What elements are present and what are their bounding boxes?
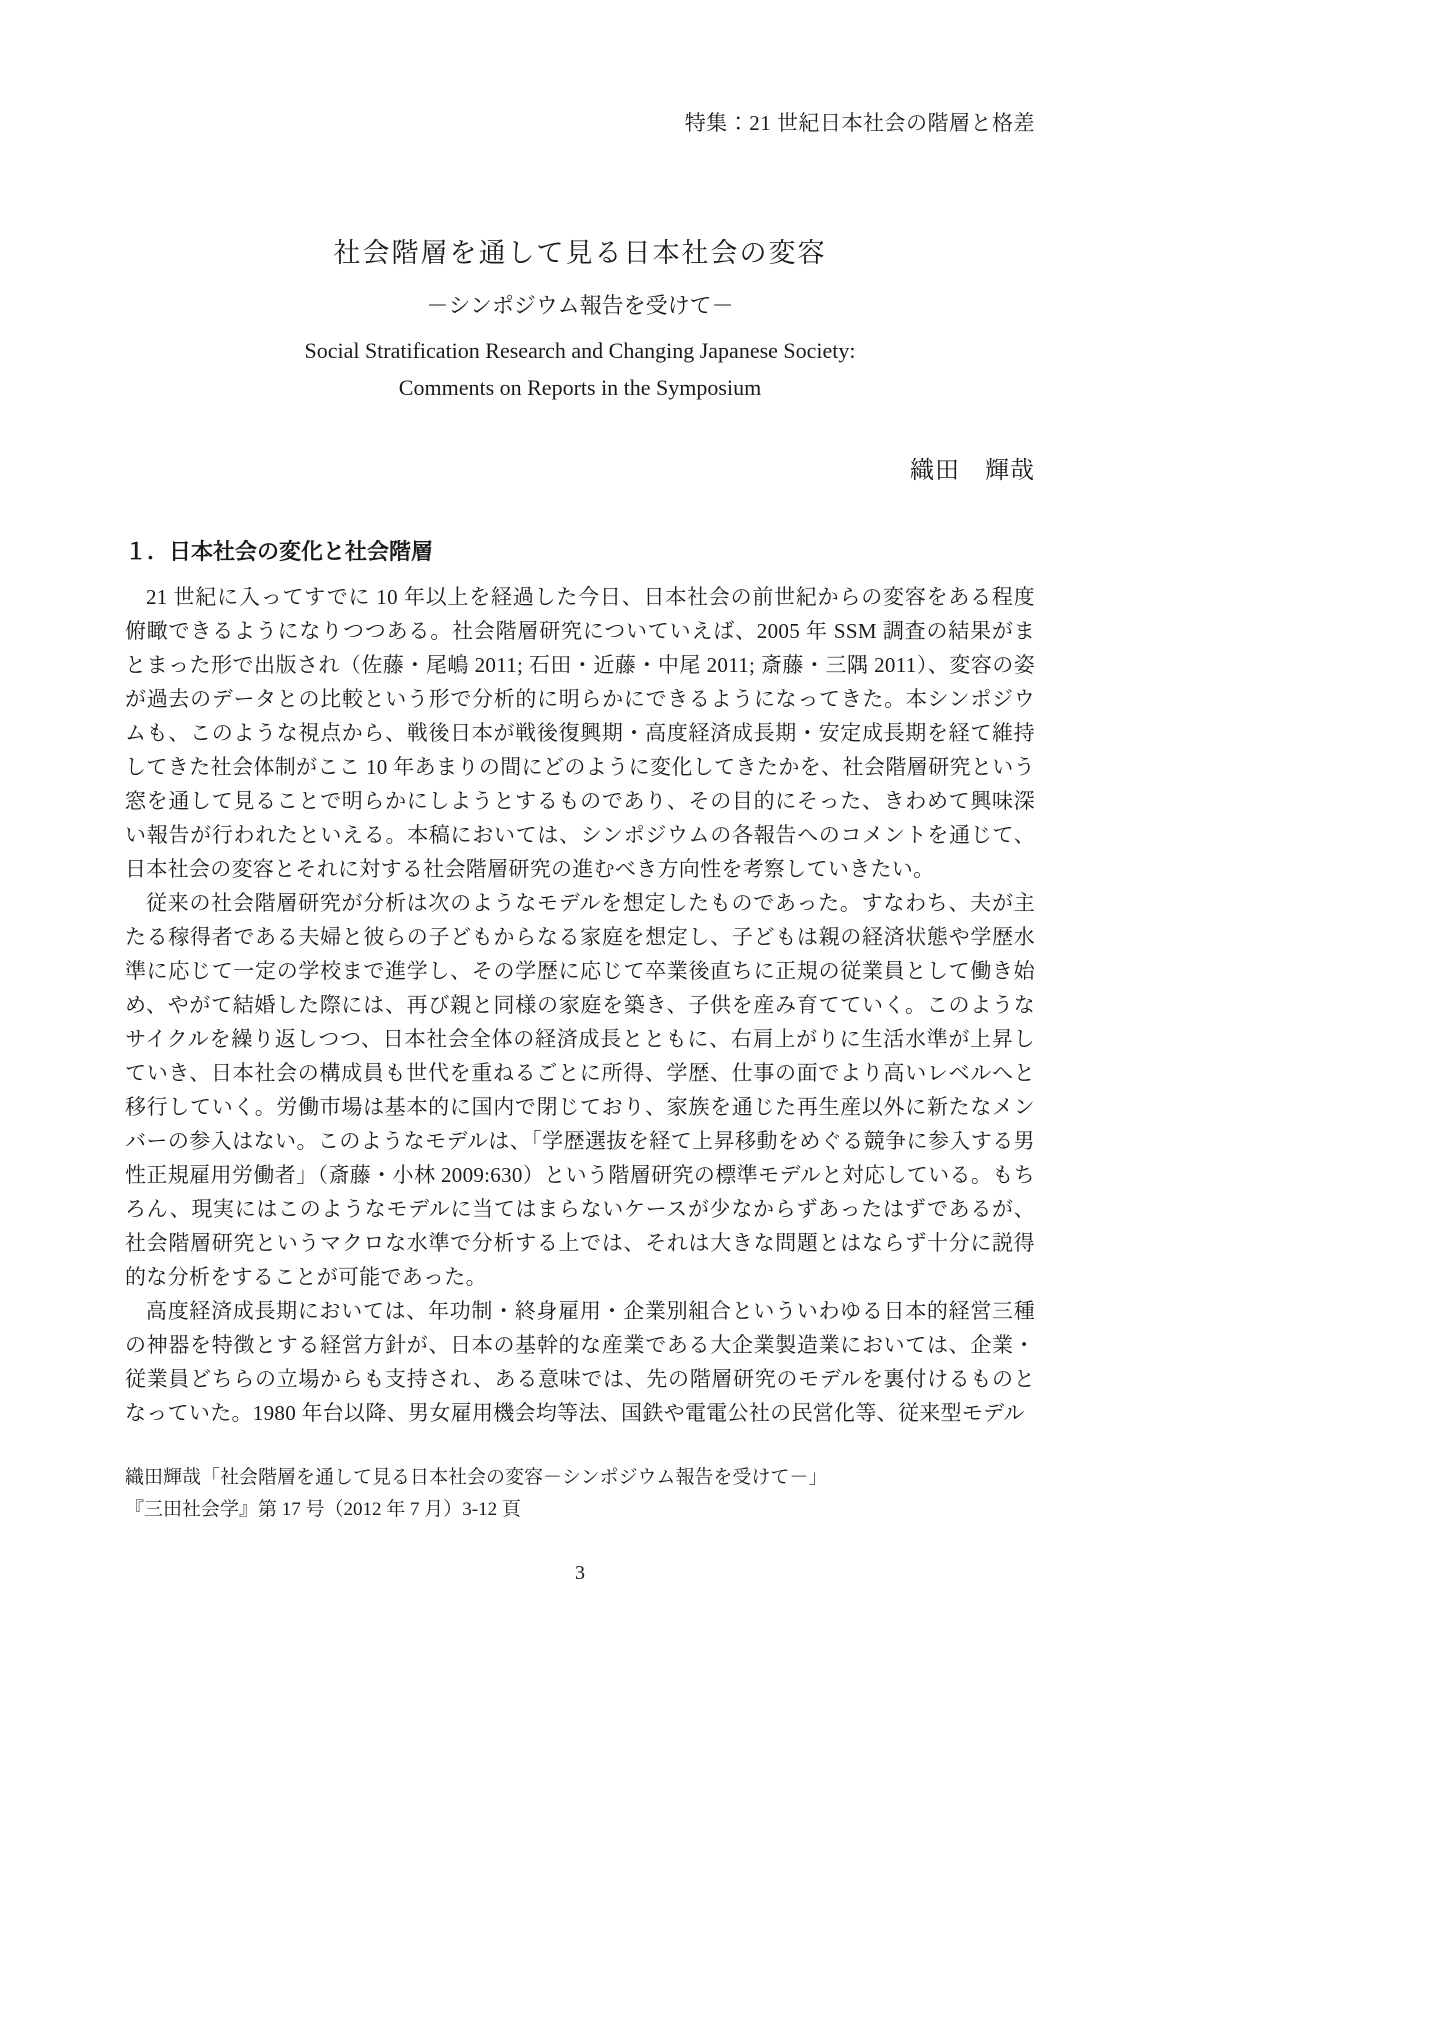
section-heading: １．日本社会の変化と社会階層: [125, 539, 434, 564]
page-number: 3: [575, 1562, 585, 1584]
footnote-citation-line2: 『三田社会学』第 17 号（2012 年 7 月）3-12 頁: [125, 1499, 521, 1520]
author-name: 織田 輝哉: [910, 458, 1035, 484]
page-content: [125, 0, 1035, 1585]
body-paragraph: 従来の社会階層研究が分析は次のようなモデルを想定したものであった。すなわち、夫が主たる稼得者である夫婦と彼らの子どもからなる家庭を想定し、子どもは親の経済状態や学歴水準に応じて一定の学校まで進学し、その学歴に応じて卒業後直ちに正規の従業員として働き始め、やがて結婚した際には、再び親と同様の家庭を築き、子供を産み育てていく。このようなサイクルを繰り返しつつ、日本社会全体の経済成長とともに、右肩上がりに生活水準が上昇していき、日本社会の構成員も世代を重ねるごとに所得、学歴、仕事の面でより高いレベルへと移行していく。労働市場は基本的に国内で閉じており、家族を通じた再生産以外に新たなメンバーの参入はない。このようなモデルは、「学歴選抜を経て上昇移動をめぐる競争に参入する男性正規雇用労働者」（斎藤・小林 2009:630）という階層研究の標準モデルと対応している。もちろん、現実にはこのようなモデルに当てはまらないケースが少なからずあったはずであるが、社会階層研究というマクロな水準で分析する上では、それは大きな問題とはならず十分に説得的な分析をすることが可能であった。: [125, 891, 1035, 1289]
paper-subtitle-japanese: －シンポジウム報告を受けて－: [426, 293, 734, 318]
footnote-citation-line1: 織田輝哉「社会階層を通して見る日本社会の変容－シンポジウム報告を受けて－」: [125, 1467, 828, 1488]
paper-title-english-line1: Social Stratification Research and Changing Japanese Society:: [304, 338, 856, 363]
paper-title-japanese: 社会階層を通して見る日本社会の変容: [333, 238, 827, 268]
body-paragraph: 高度経済成長期においては、年功制・終身雇用・企業別組合といういわゆる日本的経営三種の神器を特徴とする経営方針が、日本の基幹的な産業である大企業製造業においては、企業・従業員どちらの立場からも支持され、ある意味では、先の階層研究のモデルを裏付けるものとなっていた。1980 年台以降、男女雇用機会均等法、国鉄や電電公社の民営化等、従来型モデル: [125, 1299, 1035, 1425]
body-paragraph: 21 世紀に入ってすでに 10 年以上を経過した今日、日本社会の前世紀からの変容をある程度俯瞰できるようになりつつある。社会階層研究についていえば、2005 年 SSM 調査の結果がまとまった形で出版され（佐藤・尾嶋 2011; 石田・近藤・中尾 2011; 斎藤・三隅 2011）、変容の姿が過去のデータとの比較という形で分析的に明らかにできるようになってきた。本シンポジウムも、このような視点から、戦後日本が戦後復興期・高度経済成長期・安定成長期を経て維持してきた社会体制がここ 10 年あまりの間にどのように変化してきたかを、社会階層研究という窓を通して見ることで明らかにしようとするものであり、その目的にそった、きわめて興味深い報告が行われたといえる。本稿においては、シンポジウムの各報告へのコメントを通じて、日本社会の変容とそれに対する社会階層研究の進むべき方向性を考察していきたい。: [125, 585, 1035, 881]
paper-title-english-line2: Comments on Reports in the Symposium: [398, 375, 762, 400]
special-issue-header: 特集：21 世紀日本社会の階層と格差: [684, 111, 1035, 135]
footnote: [125, 1462, 1035, 1526]
section-body: [125, 580, 1035, 1430]
